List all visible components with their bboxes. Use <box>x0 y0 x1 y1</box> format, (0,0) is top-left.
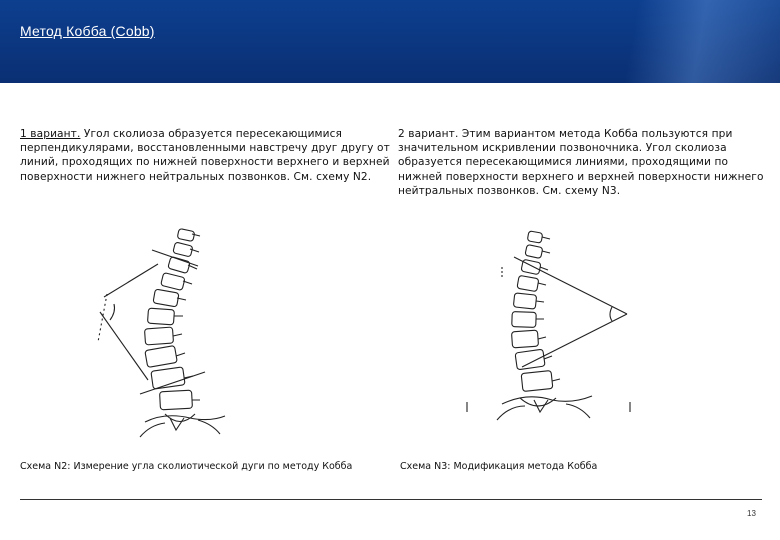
variant1-label: 1 вариант. <box>20 128 81 140</box>
scheme3-caption: Схема N3: Модификация метода Кобба <box>400 461 598 472</box>
page-number: 13 <box>747 509 756 518</box>
header-banner <box>0 0 780 83</box>
variant1-paragraph <box>20 127 398 184</box>
variant2-paragraph: 2 вариант. Этим вариантом метода Кобба пользуются при значительном искривлении позвоночника. Угол сколиоза образуется пересекающимися линиями, проходящими по нижней поверхности верхнего и верхней поверхности нижнего нейтральных позвонков. См. схему N3. <box>398 128 764 197</box>
header-decoration <box>600 0 780 83</box>
scheme2-spine-figure <box>70 222 280 447</box>
variant1-text: Угол сколиоза образуется пересекающимися перпендикулярами, восстановленными навстречу друг другу от линий, проходящих по нижней поверхности верхнего и верхней поверхности нижнего нейтральных позвонков. См. схему N2. <box>20 128 390 183</box>
scheme2-caption: Схема N2: Измерение угла сколиотической дуги по методу Кобба <box>20 461 353 472</box>
scheme3-spine-figure <box>462 222 642 447</box>
page-title: Метод Кобба (Cobb) <box>20 23 155 39</box>
footer-divider <box>20 499 762 500</box>
